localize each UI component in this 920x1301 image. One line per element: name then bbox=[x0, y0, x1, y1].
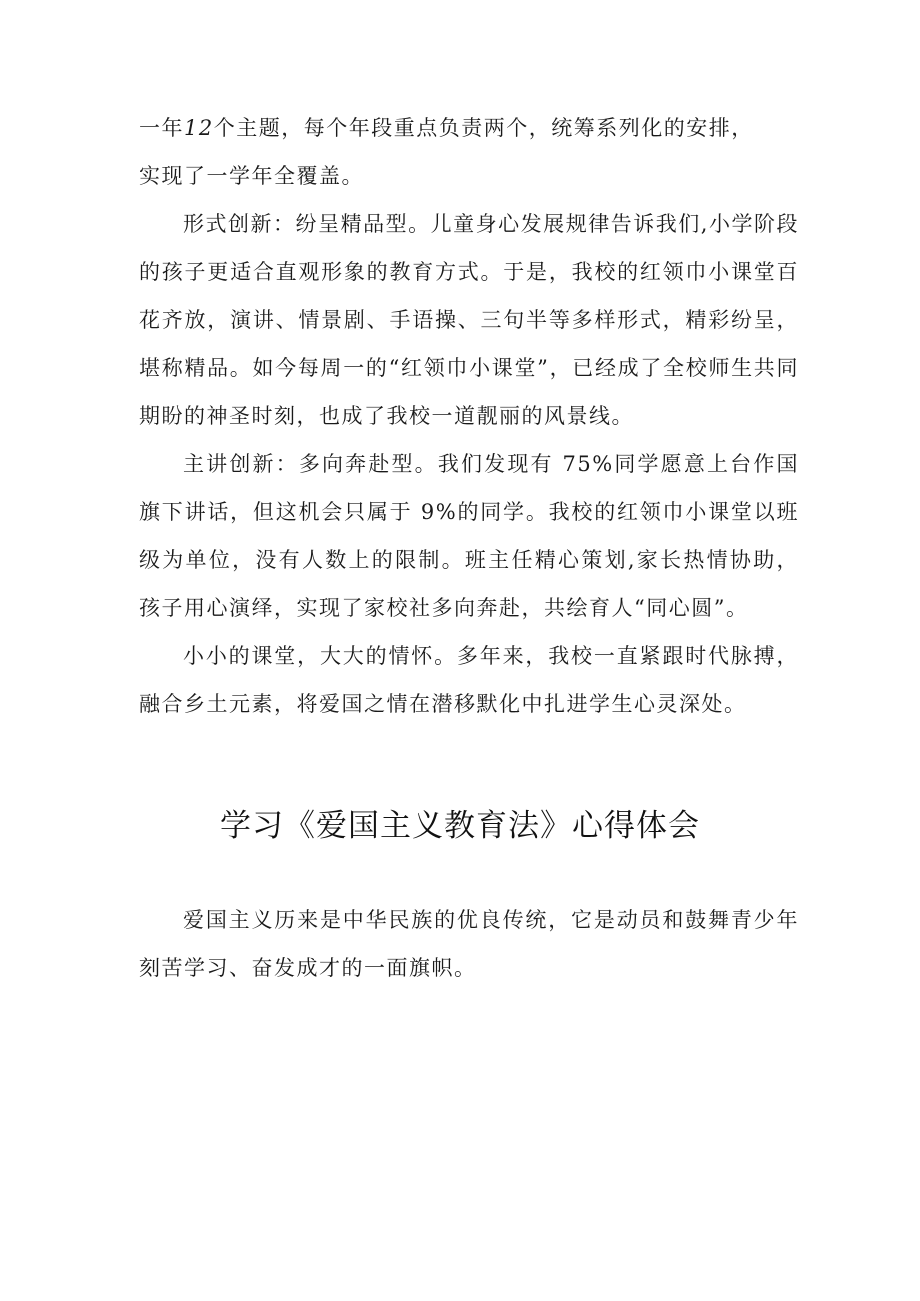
paragraph-continuation bbox=[139, 104, 799, 200]
line1-number: 12 bbox=[184, 116, 214, 140]
paragraph-form-innovation: 形式创新：纷呈精品型。儿童身心发展规律告诉我们,小学阶段的孩子更适合直观形象的教育方式。于是，我校的红领巾小课堂百花齐放，演讲、情景剧、手语操、三句半等多样形式，精彩纷呈，堪称精品。如今每周一的“红领巾小课堂”，已经成了全校师生共同期盼的神圣时刻，也成了我校一道靓丽的风景线。 bbox=[139, 212, 799, 428]
section-title: 学习《爱国主义教育法》心得体会 bbox=[220, 808, 700, 844]
paragraph-speaker-innovation: 主讲创新：多向奔赴型。我们发现有 75%同学愿意上台作国旗下讲话，但这机会只属于 9%的同学。我校的红领巾小课堂以班级为单位，没有人数上的限制。班主任精心策划,家长热情协助，孩子用心演绎，实现了家校社多向奔赴，共绘育人“同心圆”。 bbox=[139, 452, 799, 620]
paragraph-closing: 小小的课堂，大大的情怀。多年来，我校一直紧跟时代脉搏，融合乡土元素，将爱国之情在潜移默化中扎进学生心灵深处。 bbox=[139, 644, 799, 716]
upper-text-block bbox=[139, 104, 799, 728]
line1-post: 个主题，每个年段重点负责两个，统筹系列化的安排， bbox=[213, 116, 754, 140]
paragraph-intro: 爱国主义历来是中华民族的优良传统，它是动员和鼓舞青少年刻苦学习、奋发成才的一面旗帜。 bbox=[139, 908, 799, 980]
line1-pre: 一年 bbox=[139, 116, 184, 140]
line2: 实现了一学年全覆盖。 bbox=[139, 164, 364, 188]
lower-text-block bbox=[139, 896, 799, 992]
